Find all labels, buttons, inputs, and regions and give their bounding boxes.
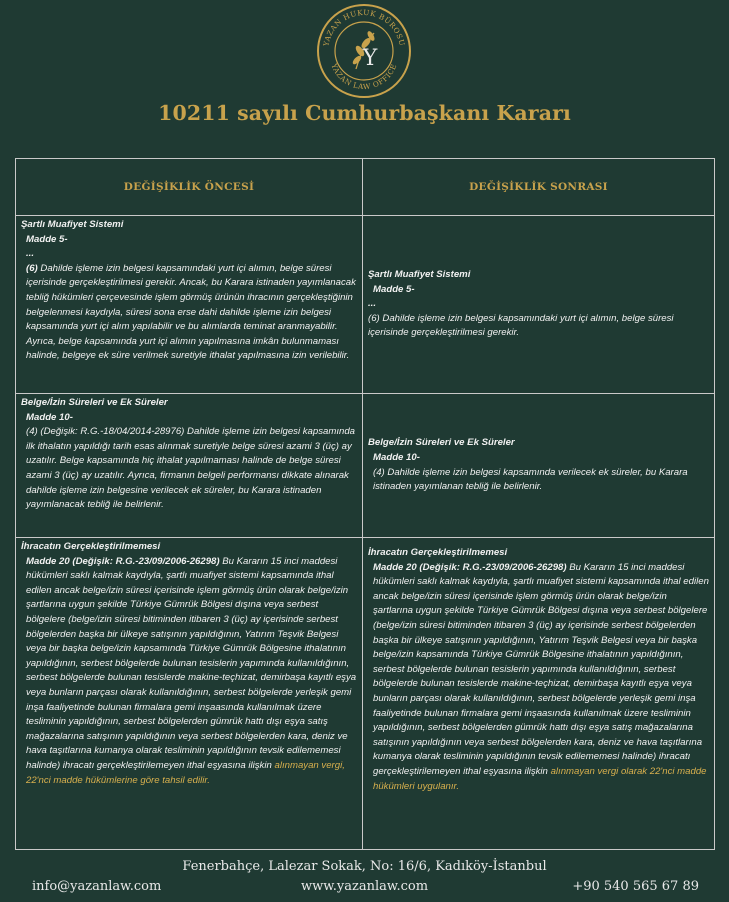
row1-before-article: Madde 5- (26, 233, 68, 245)
logo-text-top: YAZAN HUKUK BÜROSU (321, 7, 407, 47)
footer-email-link[interactable]: info@yazanlaw.com (32, 879, 162, 894)
row3-before-cell (16, 540, 362, 849)
firm-logo (316, 3, 412, 99)
row2-after-heading: Belge/İzin Süreleri ve Ek Süreler (368, 437, 515, 449)
row3-before-article: Madde 20 (Değişik: R.G.-23/09/2006-26298) (26, 555, 220, 567)
row1-before-cell (16, 218, 362, 393)
row3-after-text: Bu Kararın 15 inci maddesi hükümleri saklı kalmak kaydıyla, şartlı muafiyet sistemi kapsamında ithal edilen ancak belge/izin süresi içerisinde işlem görmüş ürün olarak belge/izin şartlarına uygun şekilde Türkiye Gümrük Bölgesi dışına veya serbest bölgelere (belge/izin süresi bitiminden itibaren 3 (üç) ay içerisinde serbest bölgelerden başka bir ülkeye satışının yapıldığının, Yatırım Teşvik Belgesi veya bir başka belge/izin kapsamında Türkiye Gümrük Bölgesine ithalatının yapıldığının, serbest bölgelerde bulunan tesislerin yapımında kullanıldığının, serbest bölgelerde bulunan tesislerde makine-teçhizat, demirbaşa kayıtlı eşya veya bunların parçası olarak kullanıldığının, serbest bölgelerde yerleşik gemi inşa faaliyetinde bulunan firmalara gemi inşaasında kullanılmak üzere tesliminin yapıldığının, serbest bölgelerden gümrük hattı dışı eşya satış mağazalarına satışının yapıldığının veya serbest bölgelerden kara, deniz ve hava taşıtlarına kumanya olarak tesliminin yapıldığının tevsik edilememesi halinde) ihracatı gerçekleştirilemeyen ithal eşyasına ilişkin (373, 561, 709, 777)
row2-before-cell (16, 396, 362, 537)
footer-website-link[interactable]: www.yazanlaw.com (300, 879, 429, 894)
row1-after-article: Madde 5- (373, 283, 415, 295)
footer-address: Fenerbahçe, Lalezar Sokak, No: 16/6, Kadıköy-İstanbul (182, 859, 547, 874)
row2-before-article: Madde 10- (26, 411, 73, 423)
row3-before-heading: İhracatın Gerçekleştirilmemesi (21, 541, 161, 552)
row1-before-ellipsis: ... (26, 248, 34, 260)
row3-after-cell (363, 546, 714, 849)
row2-after-cell (363, 394, 714, 537)
row2-before-text: (4) (Değişik: R.G.-18/04/2014-28976) Dahilde işleme izin belgesi kapsamında ilk ithalatın yapıldığı tarih esas alınmak suretiyle belge süresi azami 3 (üç) ay uzatılır. Belge kapsamında hiç ithalat yapılmaması halinde de belge süresi azami 3 (üç) ay uzatılır. Ayrıca, firmanın belgeli performansı dikkate alınarak dahilde işleme izin belgesine verilecek ek süreler, bu Karara istinaden yayımlanacak tebliğ ile belirlenir. (26, 426, 356, 511)
logo-emblem-icon (316, 3, 412, 99)
row3-before-highlight: alınmayan vergi, 22'nci madde hükümlerine göre tahsil edilir. (26, 759, 345, 786)
row3-after-article: Madde 20 (Değişik: R.G.-23/09/2006-26298) (373, 561, 567, 573)
row2-after-text: (4) Dahilde işleme izin belgesi kapsamında verilecek ek süreler, bu Karara istinaden yayımlanan tebliğ ile belirlenir. (373, 466, 688, 493)
row1-before-text: Dahilde işleme izin belgesi kapsamındaki yurt içi alımın, belge süresi içerisinde gerçekleştirilmesi gerekir. Ancak, bu Karara istinaden yayımlanacak tebliğ hükümleri çerçevesinde işlem görmüş ürünün ihracının gerçekleştiğinin belgelenmesi kaydıyla, süresi sona erse dahi dahilde işleme izin belgesi kapsamında yurt içi alım yapılabilir ve bu alımlarda teminat aranmayabilir. Ayrıca, belge kapsamında yurt içi alımın yapılmasına imkân bulunmaması halinde, belgeye ek süre verilmek suretiyle ithalat yapılmasına izin verilebilir. (26, 262, 356, 362)
comparison-table (15, 158, 715, 850)
row1-before-heading: Şartlı Muafiyet Sistemi (21, 219, 124, 230)
header-after: DEĞİŞİKLİK SONRASI (469, 181, 608, 193)
row1-after-cell (363, 216, 714, 393)
row1-before-paragraph-number: (6) (26, 262, 38, 274)
row1-after-text: (6) Dahilde işleme izin belgesi kapsamındaki yurt içi alımın, belge süresi içerisinde gerçekleştirilmesi gerekir. (368, 312, 674, 339)
row-divider (16, 537, 714, 538)
row1-after-heading: Şartlı Muafiyet Sistemi (368, 269, 471, 281)
footer-phone[interactable]: +90 540 565 67 89 (572, 879, 699, 894)
row3-after-heading: İhracatın Gerçekleştirilmemesi (368, 547, 508, 558)
row2-after-article: Madde 10- (373, 451, 420, 463)
header-before: DEĞİŞİKLİK ÖNCESİ (123, 181, 255, 193)
row2-before-heading: Belge/İzin Süreleri ve Ek Süreler (21, 397, 168, 408)
page-title: 10211 sayılı Cumhurbaşkanı Kararı (158, 101, 571, 125)
logo-monogram: Y (362, 46, 378, 71)
row1-after-ellipsis: ... (368, 298, 376, 310)
row3-after-highlight: alınmayan vergi olarak 22'nci madde hükümleri uygulanır. (373, 765, 707, 792)
row3-before-text: Bu Kararın 15 inci maddesi hükümleri saklı kalmak kaydıyla, şartlı muafiyet sistemi kapsamında ithal edilen ancak belge/izin süresi içerisinde işlem görmüş ürün olarak belge/izin şartlarına uygun şekilde Türkiye Gümrük Bölgesi dışına veya serbest bölgelere (belge/izin süresi bitiminden itibaren 3 (üç) ay içerisinde serbest bölgelerden başka bir ülkeye satışının yapıldığının, Yatırım Teşvik Belgesi veya bir başka belge/izin kapsamında Türkiye Gümrük Bölgesine ithalatının yapıldığının, serbest bölgelerde bulunan tesislerin yapımında kullanıldığının, serbest bölgelerde bulunan tesislerde makine-teçhizat, demirbaşa kayıtlı eşya veya bunların parçası olarak kullanıldığının, serbest bölgelerde yerleşik gemi inşa faaliyetinde bulunan firmalara gemi inşaasında kullanılmak üzere tesliminin yapıldığının, serbest bölgelerden gümrük hattı dışı eşya satış mağazalarına satışının yapıldığının veya serbest bölgelerden kara, deniz ve hava taşıtlarına kumanya olarak tesliminin yapıldığının tevsik edilememesi halinde) ihracatı gerçekleştirilemeyen ithal eşyasına ilişkin (26, 555, 357, 771)
logo-text-bottom: YAZAN LAW OFFICE (329, 62, 399, 92)
